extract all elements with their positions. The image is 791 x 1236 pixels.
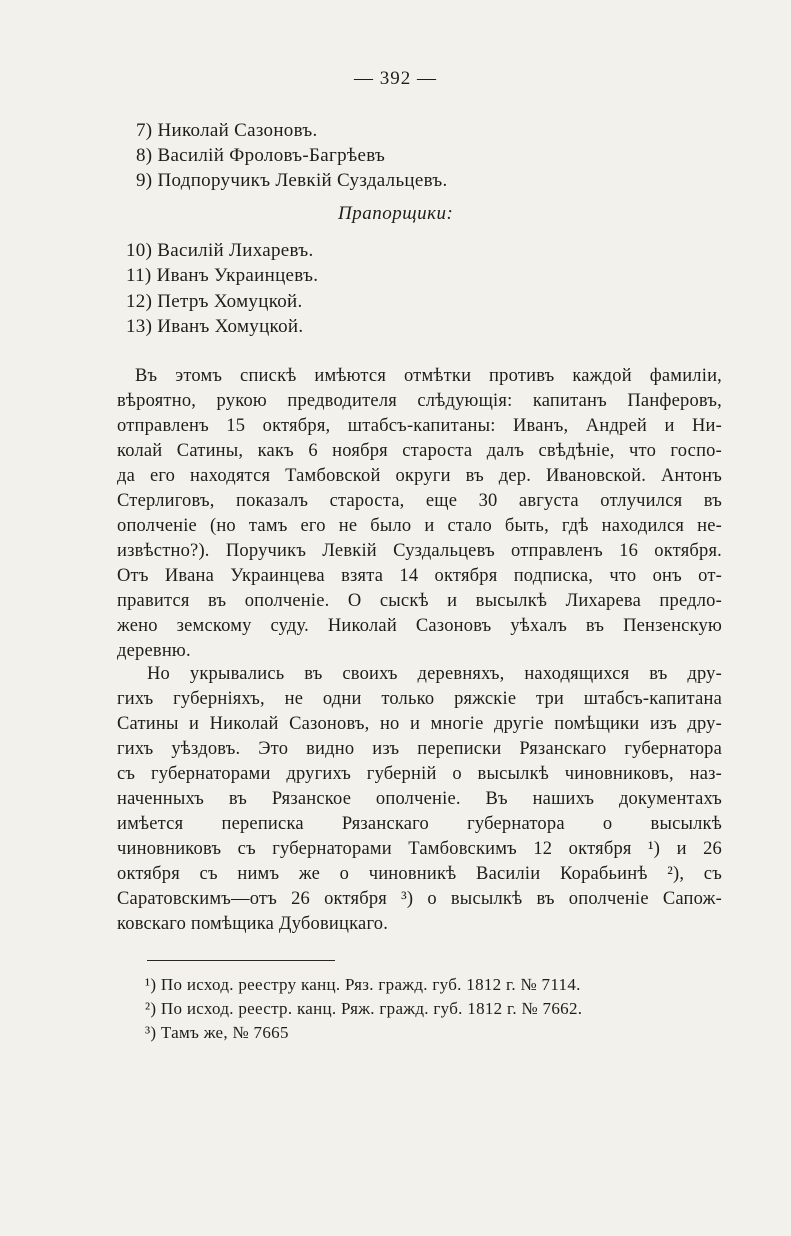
paragraph-line: октября съ нимъ же о чиновникѣ Василіи Корабьинѣ ²), съ: [117, 864, 722, 884]
paragraph-line: отправленъ 15 октября, штабсъ-капитаны: Иванъ, Андрей и Ни-: [117, 416, 722, 436]
paragraph-line: Стерлиговъ, показалъ староста, еще 30 августа отлучился въ: [117, 491, 722, 511]
list-item-13: 13) Иванъ Хомуцкой.: [126, 316, 304, 337]
paragraph-line: колай Сатины, какъ 6 ноября староста далъ свѣдѣніе, что госпо-: [117, 441, 722, 461]
paragraph-line: Въ этомъ спискѣ имѣются отмѣтки противъ каждой фамиліи,: [135, 366, 722, 386]
section-subheading: Прапорщики:: [338, 203, 454, 224]
paragraph-line: ополченіе (но тамъ его не было и стало быть, гдѣ находился не-: [117, 516, 722, 536]
paragraph-line: да его находятся Тамбовской округи въ дер. Ивановской. Антонъ: [117, 466, 722, 486]
paragraph-line: правится въ ополченіе. О сыскѣ и высылкѣ Лихарева предло-: [117, 591, 722, 611]
paragraph-line: Саратовскимъ—отъ 26 октября ³) о высылкѣ въ ополченіе Сапож-: [117, 889, 722, 909]
paragraph-line: вѣроятно, рукою предводителя слѣдующія: капитанъ Панферовъ,: [117, 391, 722, 411]
page-number: — 392 —: [354, 68, 437, 89]
paragraph-line: гихъ уѣздовъ. Это видно изъ переписки Рязанскаго губернатора: [117, 739, 722, 759]
paragraph-line: Сатины и Николай Сазоновъ, но и многіе другіе помѣщики изъ дру-: [117, 714, 722, 734]
list-item-11: 11) Иванъ Украинцевъ.: [126, 265, 319, 286]
list-item-12: 12) Петръ Хомуцкой.: [126, 291, 303, 312]
paragraph-line: гихъ губерніяхъ, не одни только ряжскіе три штабсъ-капитана: [117, 689, 722, 709]
paragraph-line: съ губернаторами другихъ губерній о высылкѣ чиновниковъ, наз-: [117, 764, 722, 784]
paragraph-line: деревню.: [117, 641, 191, 661]
paragraph-line: Но укрывались въ своихъ деревняхъ, находящихся въ дру-: [147, 664, 722, 684]
paragraph-line: чиновниковъ съ губернаторами Тамбовскимъ 12 октября ¹) и 26: [117, 839, 722, 859]
list-item-10: 10) Василій Лихаревъ.: [126, 240, 314, 261]
paragraph-line: жено земскому суду. Николай Сазоновъ уѣхалъ въ Пензенскую: [117, 616, 722, 636]
paragraph-line: наченныхъ въ Рязанское ополченіе. Въ нашихъ документахъ: [117, 789, 722, 809]
list-item-7: 7) Николай Сазоновъ.: [136, 120, 318, 141]
list-item-8: 8) Василій Фроловъ-Багрѣевъ: [136, 145, 386, 166]
paragraph-line: извѣстно?). Поручикъ Левкій Суздальцевъ отправленъ 16 октября.: [117, 541, 722, 561]
paragraph-line: Отъ Ивана Украинцева взята 14 октября подписка, что онъ от-: [117, 566, 722, 586]
footnote-2: ²) По исход. реестр. канц. Ряж. гражд. губ. 1812 г. № 7662.: [145, 999, 583, 1018]
footnote-3: ³) Тамъ же, № 7665: [145, 1023, 289, 1042]
footnote-divider: [147, 960, 335, 961]
paragraph-line: имѣется переписка Рязанскаго губернатора о высылкѣ: [117, 814, 722, 834]
footnote-1: ¹) По исход. реестру канц. Ряз. гражд. губ. 1812 г. № 7114.: [145, 975, 581, 994]
list-item-9: 9) Подпоручикъ Левкій Суздальцевъ.: [136, 170, 448, 191]
paragraph-line: ковскаго помѣщика Дубовицкаго.: [117, 914, 389, 934]
